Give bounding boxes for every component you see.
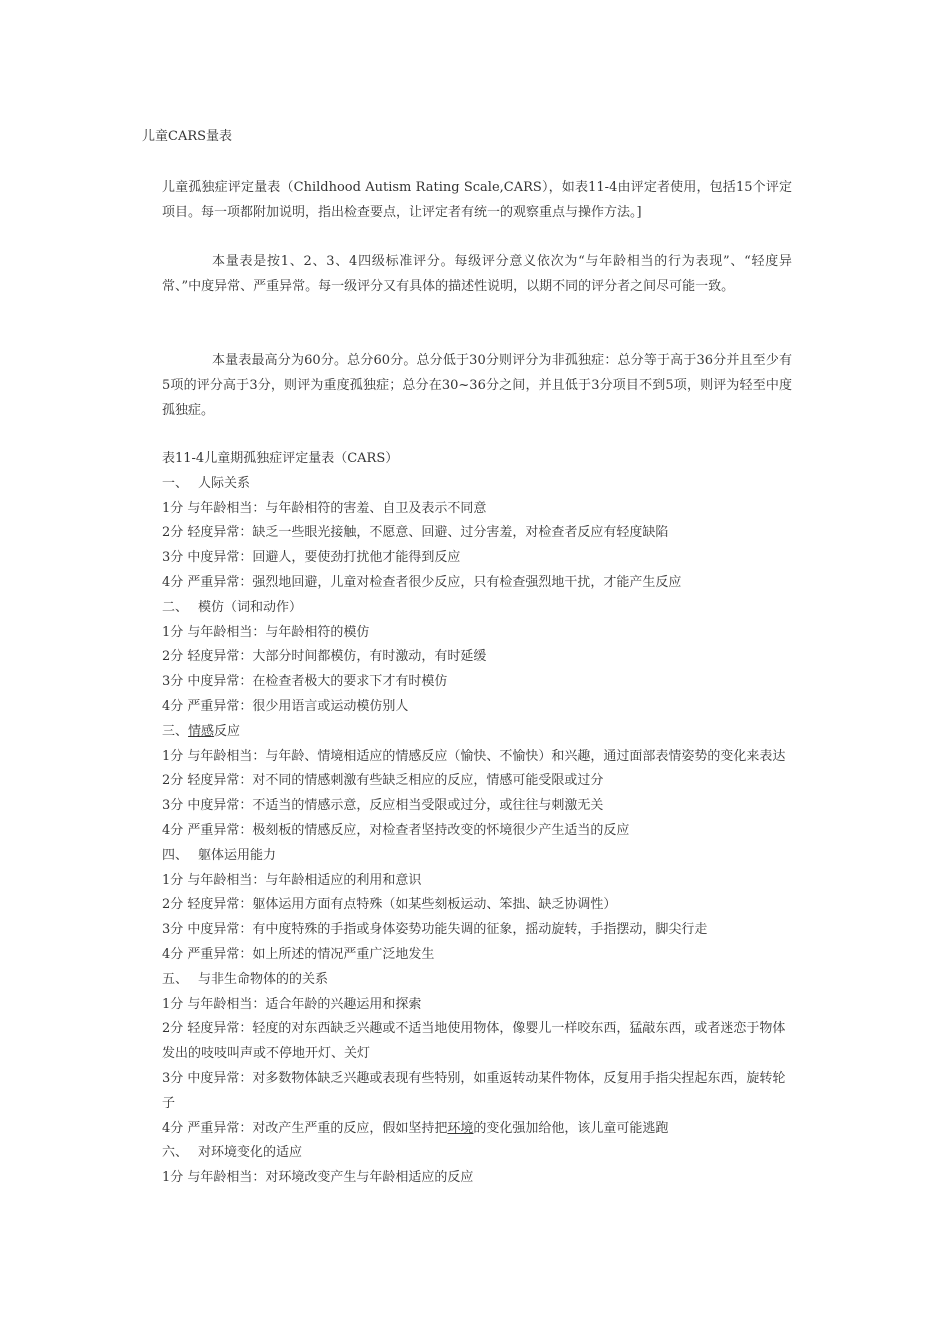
intro-paragraph-1: 儿童孤独症评定量表（Childhood Autism Rating Scale,CARS），如表11-4由评定者使用，包括15个评定项目。每一项都附加说明，指出检查要点，让评定者有统一的观察重点与操作方法。]	[162, 180, 792, 220]
score-item: 3分 中度异常：不适当的情感示意，反应相当受限或过分，或往往与刺激无关	[162, 798, 604, 814]
score-item: 2分 轻度异常：缺乏一些眼光接触，不愿意、回避、过分害羞，对检查者反应有轻度缺陷	[162, 525, 669, 541]
document-title: 儿童CARS量表	[142, 129, 233, 144]
score-item: 4分 严重异常：极刻板的情感反应，对检查者坚持改变的怀境很少产生适当的反应	[162, 822, 630, 838]
section-heading-6	[162, 1141, 794, 1166]
score-item: 1分 与年龄相当：与年龄、情境相适应的情感反应（愉快、不愉快）和兴趣，通过面部表情姿势的变化来表达	[162, 748, 786, 764]
table-caption: 表11-4儿童期孤独症评定量表（CARS）	[162, 451, 399, 466]
score-item-underlined: 环境	[447, 1120, 474, 1136]
section-number: 四、	[162, 847, 189, 863]
section-heading-3	[162, 720, 794, 745]
section-title: 躯体运用能力	[198, 847, 277, 863]
score-item: 4分 严重异常：很少用语言或运动模仿别人	[162, 698, 409, 714]
section-number: 五、	[162, 971, 189, 987]
section-heading-5	[162, 968, 794, 993]
score-item: 3分 中度异常：在检查者极大的要求下才有时模仿	[162, 674, 448, 690]
score-item: 4分 严重异常：强烈地回避，儿童对检查者很少反应，只有检查强烈地干扰，才能产生反应	[162, 574, 682, 590]
score-item: 4分 严重异常：如上所述的情况严重广泛地发生	[162, 946, 435, 962]
score-item: 3分 中度异常：回避人，要使劲打扰他才能得到反应	[162, 550, 461, 566]
section-number: 一、	[162, 475, 189, 491]
score-item: 2分 轻度异常：大部分时间都模仿，有时激动，有时延缓	[162, 649, 487, 665]
score-item-text: 的变化强加给他，该儿童可能逃跑	[473, 1120, 669, 1136]
score-item	[162, 1117, 794, 1142]
score-item: 1分 与年龄相当：与年龄相符的害羞、自卫及表示不同意	[162, 500, 487, 516]
section-heading-1	[162, 472, 794, 497]
section-heading-2	[162, 596, 794, 621]
score-item: 2分 轻度异常：躯体运用方面有点特殊（如某些刻板运动、笨拙、缺乏协调性）	[162, 897, 617, 913]
score-item: 2分 轻度异常：轻度的对东西缺乏兴趣或不适当地使用物体，像婴儿一样咬东西，猛敲东西，或者迷恋于物体发出的吱吱叫声或不停地开灯、关灯	[162, 1021, 786, 1062]
section-number: 二、	[162, 599, 189, 615]
score-item: 1分 与年龄相当：与年龄相符的模仿	[162, 624, 370, 640]
section-title-rest: 反应	[214, 723, 241, 739]
score-item: 3分 中度异常：对多数物体缺乏兴趣或表现有些特别，如重返转动某件物体，反复用手指尖捏起东西，旋转轮子	[162, 1070, 786, 1111]
score-item: 3分 中度异常：有中度特殊的手指或身体姿势功能失调的征象，摇动旋转，手指摆动，脚尖行走	[162, 922, 708, 938]
intro-paragraph-2: 本量表是按1、2、3、4四级标准评分。每级评分意义依次为“与年龄相当的行为表现”、“轻度异常、”中度异常、严重异常。每一级评分又有具体的描述性说明，以期不同的评分者之间尽可能一致。	[162, 254, 792, 294]
section-title-underlined: 情感	[188, 723, 215, 739]
section-title: 与非生命物体的的关系	[198, 971, 329, 987]
cars-table	[162, 447, 794, 1191]
score-item: 1分 与年龄相当：对环境改变产生与年龄相适应的反应	[162, 1170, 474, 1186]
section-title: 人际关系	[198, 475, 251, 491]
score-item: 1分 与年龄相当：适合年龄的兴趣运用和探索	[162, 996, 422, 1012]
intro-paragraph-3: 本量表最高分为60分。总分60分。总分低于30分则评分为非孤独症：总分等于高于36分并且至少有5项的评分高于3分，则评为重度孤独症；总分在30~36分之间，并且低于3分项目不到5项，则评为轻至中度孤独症。	[162, 353, 792, 418]
section-number: 六、	[162, 1145, 189, 1161]
score-item: 1分 与年龄相当：与年龄相适应的利用和意识	[162, 872, 422, 888]
section-number: 三、	[162, 723, 189, 739]
score-item-text: 4分 严重异常：对改产生严重的反应，假如坚持把	[162, 1120, 448, 1136]
section-title: 对环境变化的适应	[198, 1145, 303, 1161]
section-title: 模仿（词和动作）	[198, 599, 303, 615]
section-heading-4	[162, 844, 794, 869]
score-item: 2分 轻度异常：对不同的情感刺激有些缺乏相应的反应，情感可能受限或过分	[162, 773, 604, 789]
